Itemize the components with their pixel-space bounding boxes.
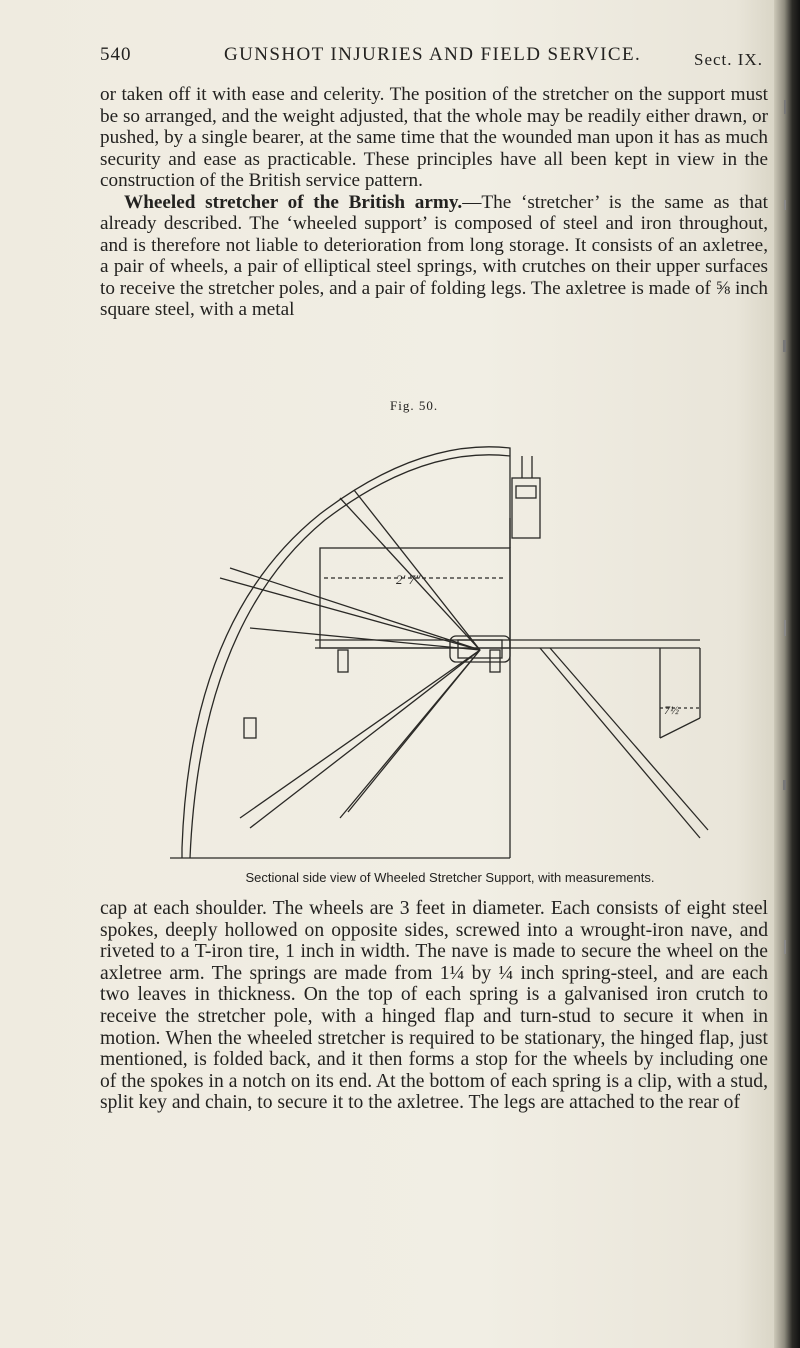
axle-clip [244,718,256,738]
facing-page-marks [782,80,790,1280]
paragraph-1 [100,84,768,321]
spring-frame [320,548,510,648]
folding-leg [540,648,700,838]
section-heading: Wheeled stretcher of the British army. [124,191,463,213]
running-header [100,44,770,70]
paragraph-1-text-a: or taken off it with ease and celerity. The position of the stretcher on the support must be so arranged, and the weight adjusted, that the whole may be readily either drawn, or pushed, by a single bearer, at the same time that the wounded man upon it has as much security and ease as practicable. These principles have all been kept in view in the construction of the British service pattern. [100,84,768,191]
figure-caption: Sectional side view of Wheeled Stretcher Support, with measurements. [245,870,655,885]
measurement-right: 7½ [664,703,679,717]
page-number: 540 [100,44,132,65]
paragraph-2: cap at each shoulder. The wheels are 3 feet in diameter. Each consists of eight steel spokes, deeply hollowed on opposite sides, screwed into a wrought-iron nave, and riveted to a T-iron tire, 1 inch in width. The nave is made to secure the wheel on the axletree arm. The springs are made from 1¼ by ¼ inch spring-steel, and are each two leaves in thickness. On the top of each spring is a galvanised iron crutch to receive the stretcher pole, with a hinged flap and turn-stud to secure it when in motion. When the wheeled stretcher is required to be stationary, the hinged flap, just mentioned, is folded back, and it then forms a stop for the wheels by including one of the spokes in a notch on its end. At the bottom of each spring is a clip, with a stud, split key and chain, to secure it to the axletree. The legs are attached to the rear of [100,898,768,1114]
measurement-top: 2′ 7″ [396,572,421,587]
running-title: GUNSHOT INJURIES AND FIELD SERVICE. [224,44,642,65]
paragraph-1-text-b: —The ‘stretcher’ is the same as that already described. The ‘wheeled support’ is composed of steel and iron throughout, and is therefore not liable to deterioration from long storage. It consists of an axletree, a pair of wheels, a pair of elliptical steel springs, with crutches on their upper surfaces to receive the stretcher poles, and a pair of folding legs. The axletree is made of ⅝ inch square steel, with a metal [100,191,768,320]
spoke-1 [220,578,480,650]
wheeled-stretcher-diagram [160,418,740,868]
figure-label: Fig. 50. [390,398,439,413]
wheel-rim [182,447,510,858]
page-binding-edge [774,0,800,1348]
spoke-4 [240,650,480,818]
section-label: Sect. IX. [694,50,763,69]
